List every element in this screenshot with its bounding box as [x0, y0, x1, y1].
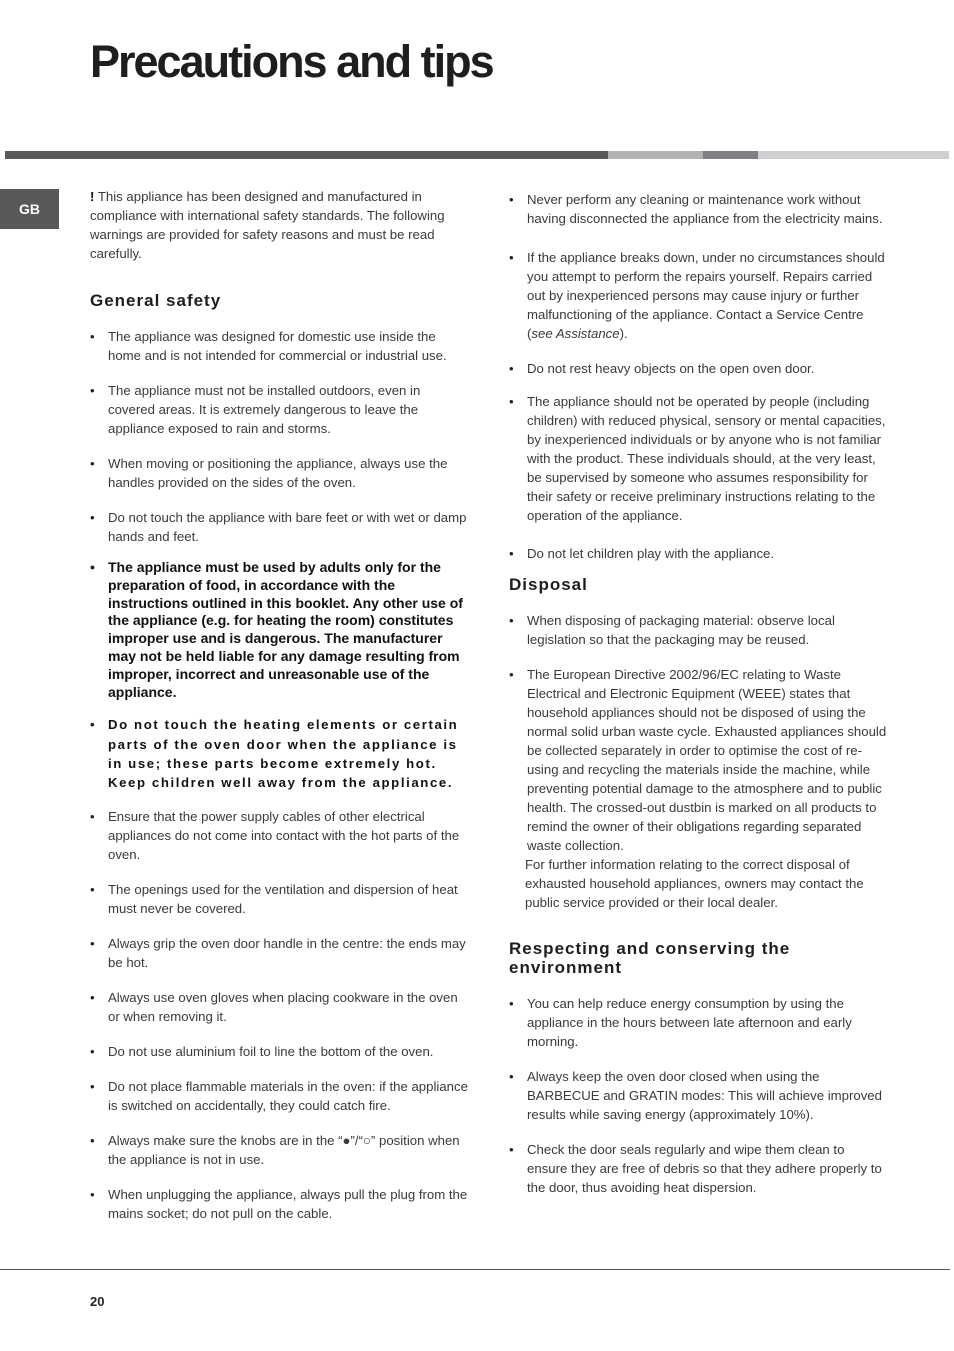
general-safety-heading: General safety — [90, 291, 222, 310]
warning-mark: ! — [90, 189, 95, 204]
disposal-heading: Disposal — [509, 575, 588, 594]
list-item: • Always use oven gloves when placing cookware in the oven or when removing it. — [90, 988, 468, 1026]
language-tab: GB — [0, 189, 59, 229]
list-item: • Always keep the oven door closed when using the BARBECUE and GRATIN modes: This will achieve improved results while saving energy (approximately 10%). — [509, 1067, 887, 1124]
right-column — [509, 190, 887, 1197]
environment-list — [509, 994, 887, 1197]
list-item: • Check the door seals regularly and wipe them clean to ensure they are free of debris so that they adhere properly to the door, thus avoiding heat dispersion. — [509, 1140, 887, 1197]
footer-rule — [0, 1269, 950, 1270]
divider-segment-pale — [758, 151, 949, 159]
safety-list-continued — [509, 190, 887, 563]
list-item: • Do not use aluminium foil to line the bottom of the oven. — [90, 1042, 468, 1061]
disposal-continuation: For further information relating to the correct disposal of exhausted household appliances, owners may contact the public service provided or their local dealer. — [525, 857, 864, 910]
page-title: Precautions and tips — [90, 36, 493, 87]
list-item: • Ensure that the power supply cables of other electrical appliances do not come into contact with the hot parts of the oven. — [90, 807, 468, 864]
see-assistance-reference: see Assistance — [531, 326, 620, 341]
list-item: • Always grip the oven door handle in the centre: the ends may be hot. — [90, 934, 468, 972]
list-item: • Do not rest heavy objects on the open oven door. — [509, 359, 887, 378]
general-safety-list — [90, 327, 468, 1223]
list-item: • The openings used for the ventilation and dispersion of heat must never be covered. — [90, 880, 468, 918]
list-item: • Do not let children play with the appliance. — [509, 544, 887, 563]
disposal-list — [509, 611, 887, 855]
list-item-bold-warning: • Do not touch the heating elements or certain parts of the oven door when the appliance is in use; these parts become extremely hot. Keep children well away from the appliance. — [90, 715, 468, 792]
list-item: • Do not touch the appliance with bare feet or with wet or damp hands and feet. — [90, 508, 468, 546]
list-item: • Always make sure the knobs are in the “●”/“○” position when the appliance is not in use. — [90, 1131, 468, 1169]
divider-segment-dark — [5, 151, 608, 159]
list-item: • Do not place flammable materials in the oven: if the appliance is switched on accidentally, they could catch fire. — [90, 1077, 468, 1115]
divider-segment-mid — [703, 151, 758, 159]
list-item: • The European Directive 2002/96/EC relating to Waste Electrical and Electronic Equipment (WEEE) states that household appliances should not be disposed of using the normal solid urban waste cycle. Exhausted appliances should be collected separately in order to optimise the cost of re-using and recycling the materials inside the machine, while preventing potential damage to the atmosphere and to public health. The crossed-out dustbin is marked on all products to remind the owner of their obligations regarding separated waste collection. — [509, 665, 887, 855]
left-column — [90, 187, 468, 1223]
intro-text: This appliance has been designed and manufactured in compliance with international safety standards. The following warnings are provided for safety reasons and must be read carefully. — [90, 189, 445, 261]
intro-paragraph — [90, 187, 468, 263]
list-item: • When unplugging the appliance, always pull the plug from the mains socket; do not pull on the cable. — [90, 1185, 468, 1223]
list-item: • The appliance should not be operated by people (including children) with reduced physical, sensory or mental capacities, by inexperienced individuals or by anyone who is not familiar with the product. These individuals should, at the very least, be supervised by someone who assumes responsibility for their safety or receive preliminary instructions relating to the operation of the appliance. — [509, 392, 887, 525]
repairs-text-end: ). — [619, 326, 628, 341]
list-item-bold-warning: • The appliance must be used by adults only for the preparation of food, in accordance with the instructions outlined in this booklet. Any other use of the appliance (e.g. for heating the room) constitutes improper use and is dangerous. The manufacturer may not be held liable for any damage resulting from improper, incorrect and unreasonable use of the appliance. — [90, 559, 468, 701]
environment-heading: Respecting and conserving the environment — [509, 939, 791, 977]
list-item: • Never perform any cleaning or maintenance work without having disconnected the appliance from the electricity mains. — [509, 190, 887, 228]
divider-segment-light — [608, 151, 703, 159]
page-number: 20 — [90, 1294, 105, 1309]
repairs-text: If the appliance breaks down, under no circumstances should you attempt to perform the repairs yourself. Repairs carried out by inexperienced persons may cause injury or further malfunctioning of the appliance. Contact a Service Centre ( — [527, 250, 885, 341]
list-item: • When disposing of packaging material: observe local legislation so that the packaging may be reused. — [509, 611, 887, 649]
list-item: • You can help reduce energy consumption by using the appliance in the hours between late afternoon and early morning. — [509, 994, 887, 1051]
list-item: • When moving or positioning the appliance, always use the handles provided on the sides of the oven. — [90, 454, 468, 492]
list-item-repairs — [509, 248, 887, 343]
list-item: • The appliance was designed for domestic use inside the home and is not intended for commercial or industrial use. — [90, 327, 468, 365]
list-item: • The appliance must not be installed outdoors, even in covered areas. It is extremely dangerous to leave the appliance exposed to rain and storms. — [90, 381, 468, 438]
